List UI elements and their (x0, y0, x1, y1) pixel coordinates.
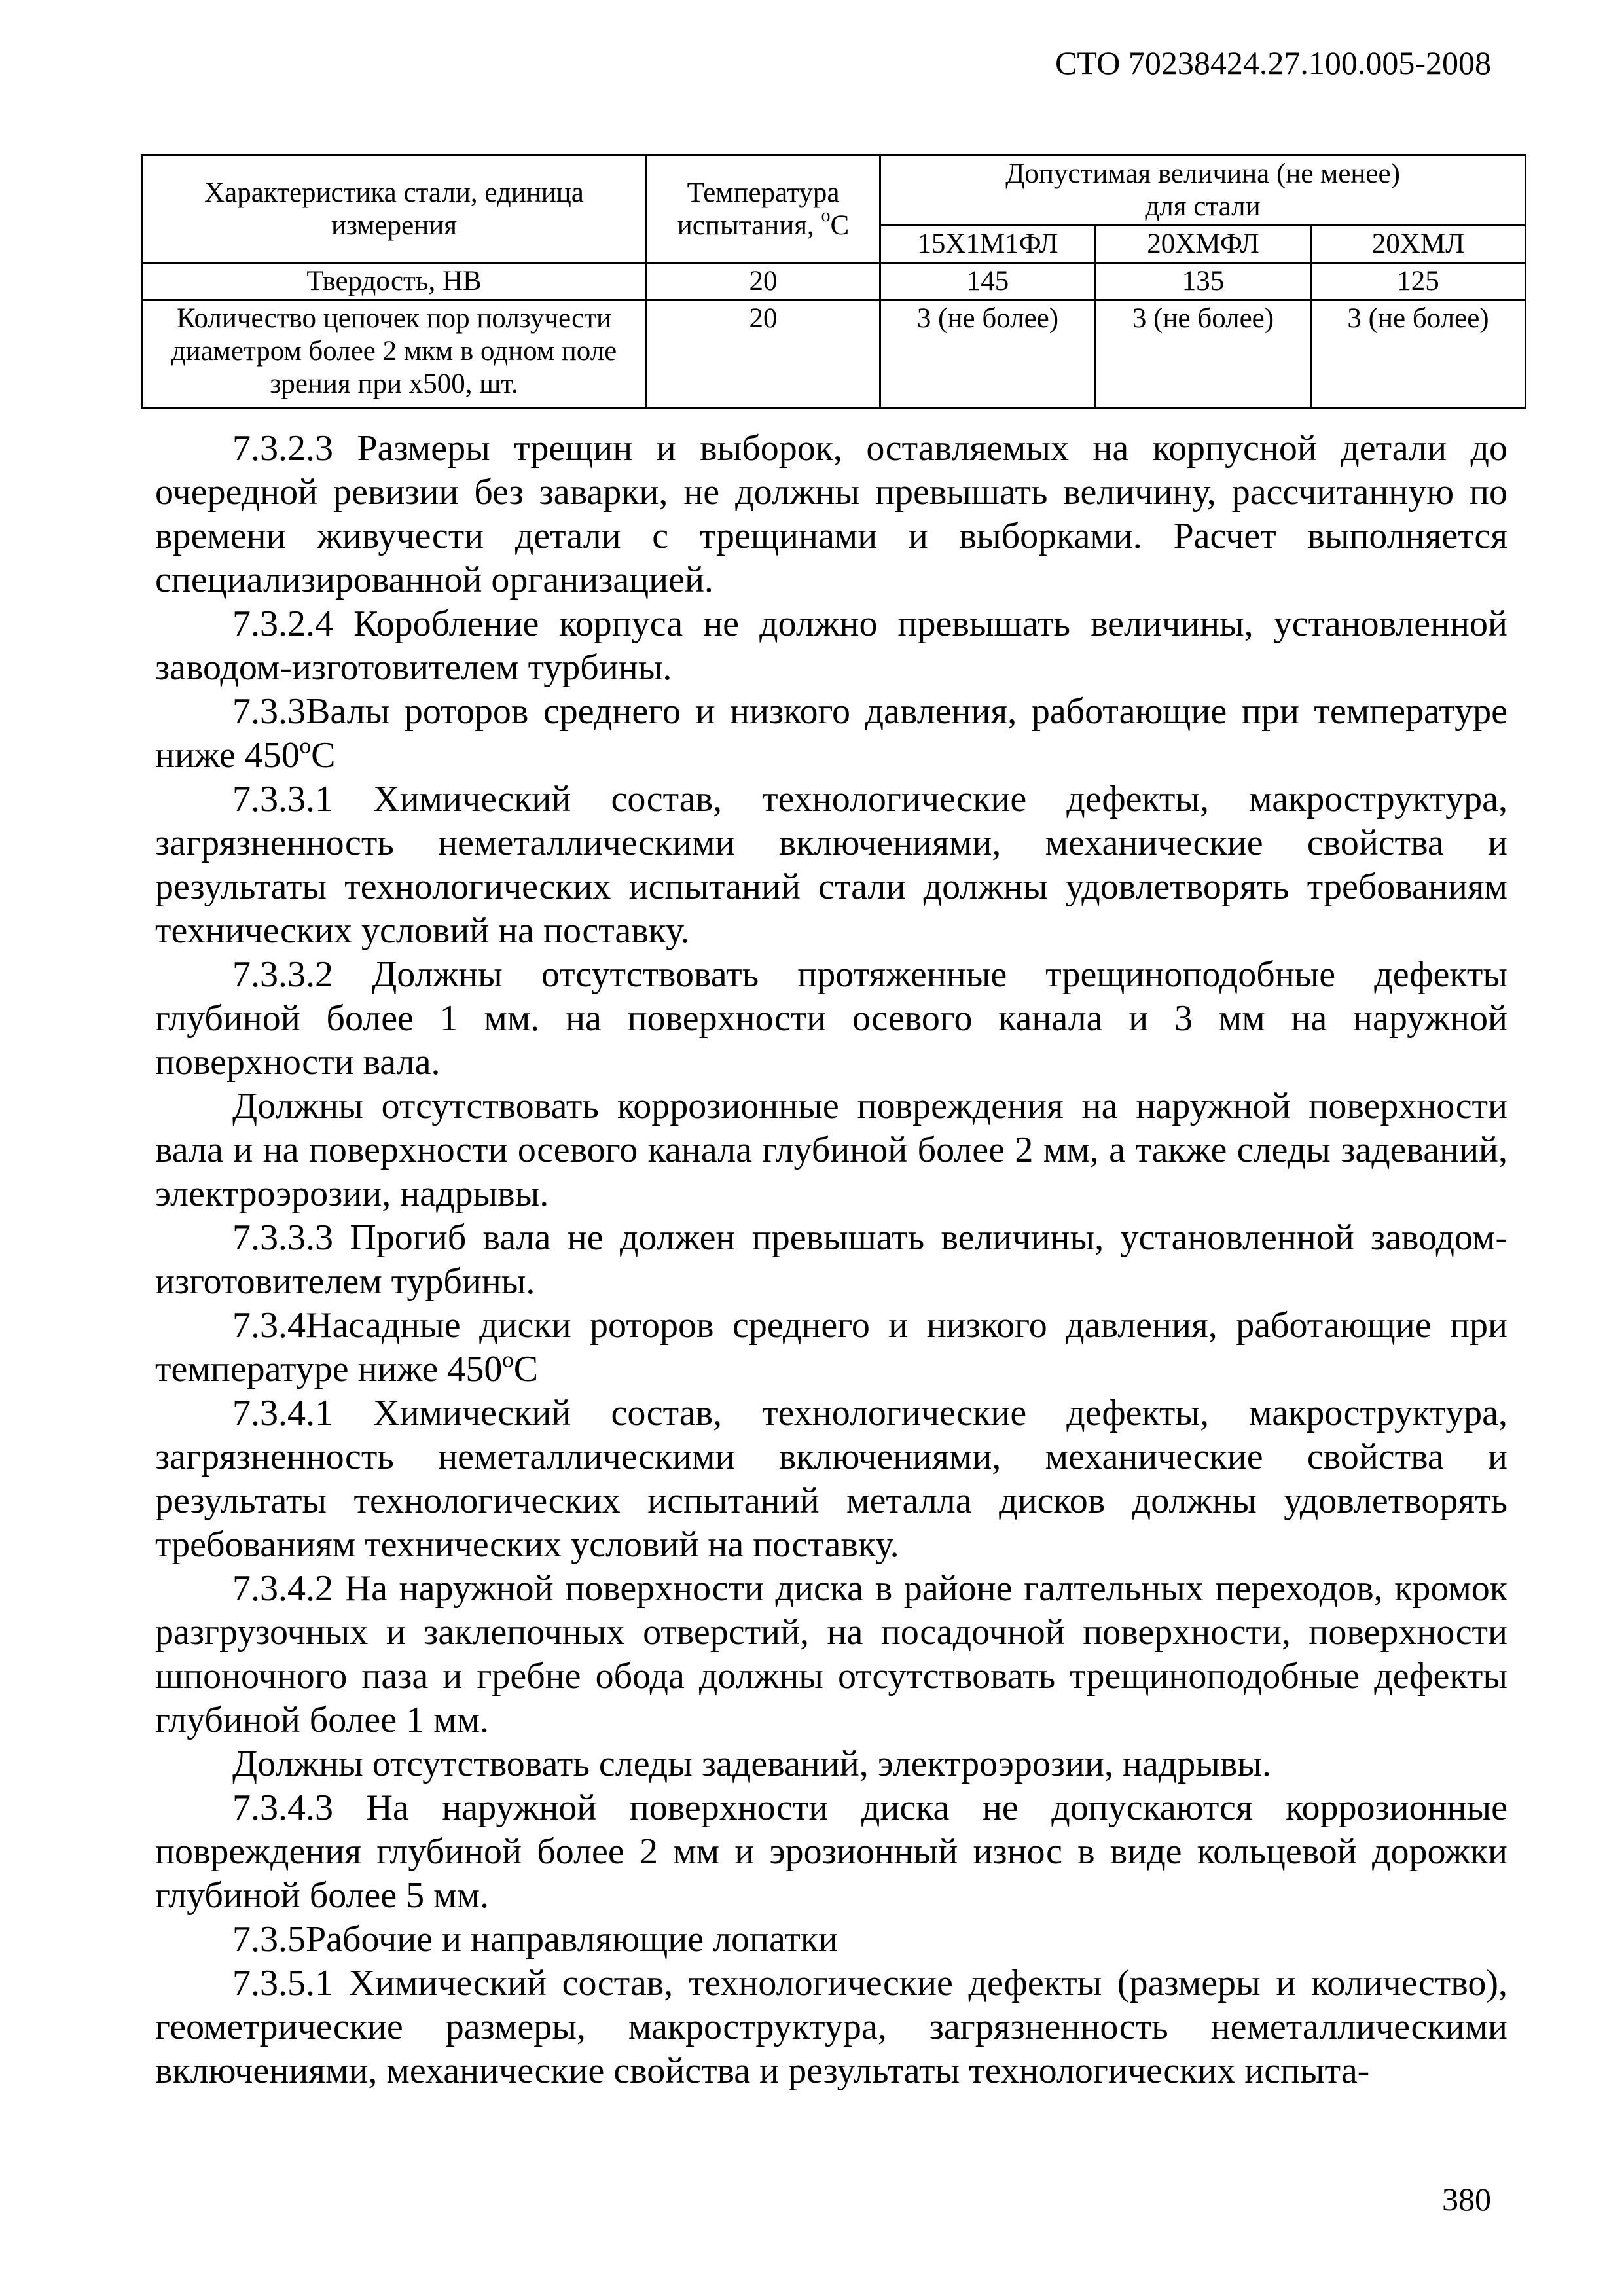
paragraph-corrosion-shaft: Должны отсутствовать коррозионные повреждения на наружной поверхности вала и на поверхности осевого канала глубиной более 2 мм, а также следы задеваний, электроэрозии, надрывы. (155, 1086, 1507, 1214)
degree-sup: o (821, 205, 831, 226)
row-temperature: 20 (647, 263, 880, 300)
paragraph-7-3-4: 7.3.4Насадные диски роторов среднего и низкого давления, работающие при температуре ниже 450ºС (155, 1305, 1507, 1390)
paragraph-7-3-3-1: 7.3.3.1 Химический состав, технологические дефекты, макроструктура, загрязненность неметаллическими включениями, механические свойства и результаты технологических испытаний стали должны удовлетворять требованиям технических условий на поставку. (155, 779, 1507, 951)
row-label: Твердость, НВ (142, 263, 647, 300)
paragraph-7-3-5-1: 7.3.5.1 Химический состав, технологические дефекты (размеры и количество), геометрические размеры, макроструктура, загрязненность неметаллическими включениями, механические свойства и результаты технологических испыта- (155, 1963, 1507, 2091)
row-value: 3 (не более) (880, 300, 1096, 408)
header-allowed-line1: Допустимая величина (не менее) (1005, 158, 1400, 189)
steel-grade: 20ХМФЛ (1096, 226, 1311, 263)
header-temperature-text: Температура испытания, (677, 177, 840, 241)
paragraph-7-3-4-2: 7.3.4.2 На наружной поверхности диска в районе галтельных переходов, кромок разгрузочных и заклепочных отверстий, на посадочной поверхности, поверхности шпоночного паза и гребне обода должны отсутствовать трещиноподобные дефекты глубиной более 1 мм. (155, 1568, 1507, 1740)
paragraph-7-3-5: 7.3.5Рабочие и направляющие лопатки (232, 1919, 839, 1960)
body-text (155, 427, 1507, 2093)
paragraph-7-3-2-4: 7.3.2.4 Коробление корпуса не должно превышать величины, установленной заводом-изготовителем турбины. (155, 603, 1507, 688)
header-allowed-line2: для стали (1145, 191, 1261, 222)
table-header-row (142, 156, 1526, 226)
row-value: 145 (880, 263, 1096, 300)
header-allowed-value (880, 156, 1526, 226)
paragraph-7-3-3: 7.3.3Валы роторов среднего и низкого давления, работающие при температуре ниже 450ºС (155, 691, 1507, 776)
row-temperature: 20 (647, 300, 880, 408)
row-value: 3 (не более) (1311, 300, 1526, 408)
page-number: 380 (1442, 2181, 1491, 2217)
steel-grade: 20ХМЛ (1311, 226, 1526, 263)
paragraph-7-3-3-2: 7.3.3.2 Должны отсутствовать протяженные трещиноподобные дефекты глубиной более 1 мм. на поверхности осевого канала и 3 мм на наружной поверхности вала. (155, 954, 1507, 1083)
header-temperature-unit: С (830, 209, 850, 241)
steel-grade: 15Х1М1ФЛ (880, 226, 1096, 263)
row-value: 3 (не более) (1096, 300, 1311, 408)
row-value: 125 (1311, 263, 1526, 300)
header-characteristic: Характеристика стали, единица измерения (142, 156, 647, 263)
row-value: 135 (1096, 263, 1311, 300)
table-row (142, 300, 1526, 408)
paragraph-7-3-4-1: 7.3.4.1 Химический состав, технологические дефекты, макроструктура, загрязненность неметаллическими включениями, механические свойства и результаты технологических испытаний металла дисков должны удовлетворять требованиям технических условий на поставку. (155, 1393, 1507, 1565)
paragraph-7-3-3-3: 7.3.3.3 Прогиб вала не должен превышать величины, установленной заводом-изготовителем турбины. (155, 1217, 1507, 1302)
steel-properties-table (141, 154, 1526, 409)
paragraph-7-3-4-3: 7.3.4.3 На наружной поверхности диска не допускаются коррозионные повреждения глубиной более 2 мм и эрозионный износ в виде кольцевой дорожки глубиной более 5 мм. (155, 1787, 1507, 1916)
header-temperature (647, 156, 880, 263)
table-row (142, 263, 1526, 300)
row-label: Количество цепочек пор ползучести диаметром более 2 мкм в одном поле зрения при х500, шт. (142, 300, 647, 408)
document-code: СТО 70238424.27.100.005-2008 (1055, 45, 1491, 81)
paragraph-traces-disk: Должны отсутствовать следы задеваний, электроэрозии, надрывы. (232, 1744, 1271, 1784)
paragraph-7-3-2-3: 7.3.2.3 Размеры трещин и выборок, оставляемых на корпусной детали до очередной ревизии без заварки, не должны превышать величину, рассчитанную по времени живучести детали с трещинами и выборками. Расчет выполняется специализированной организацией. (155, 428, 1507, 600)
